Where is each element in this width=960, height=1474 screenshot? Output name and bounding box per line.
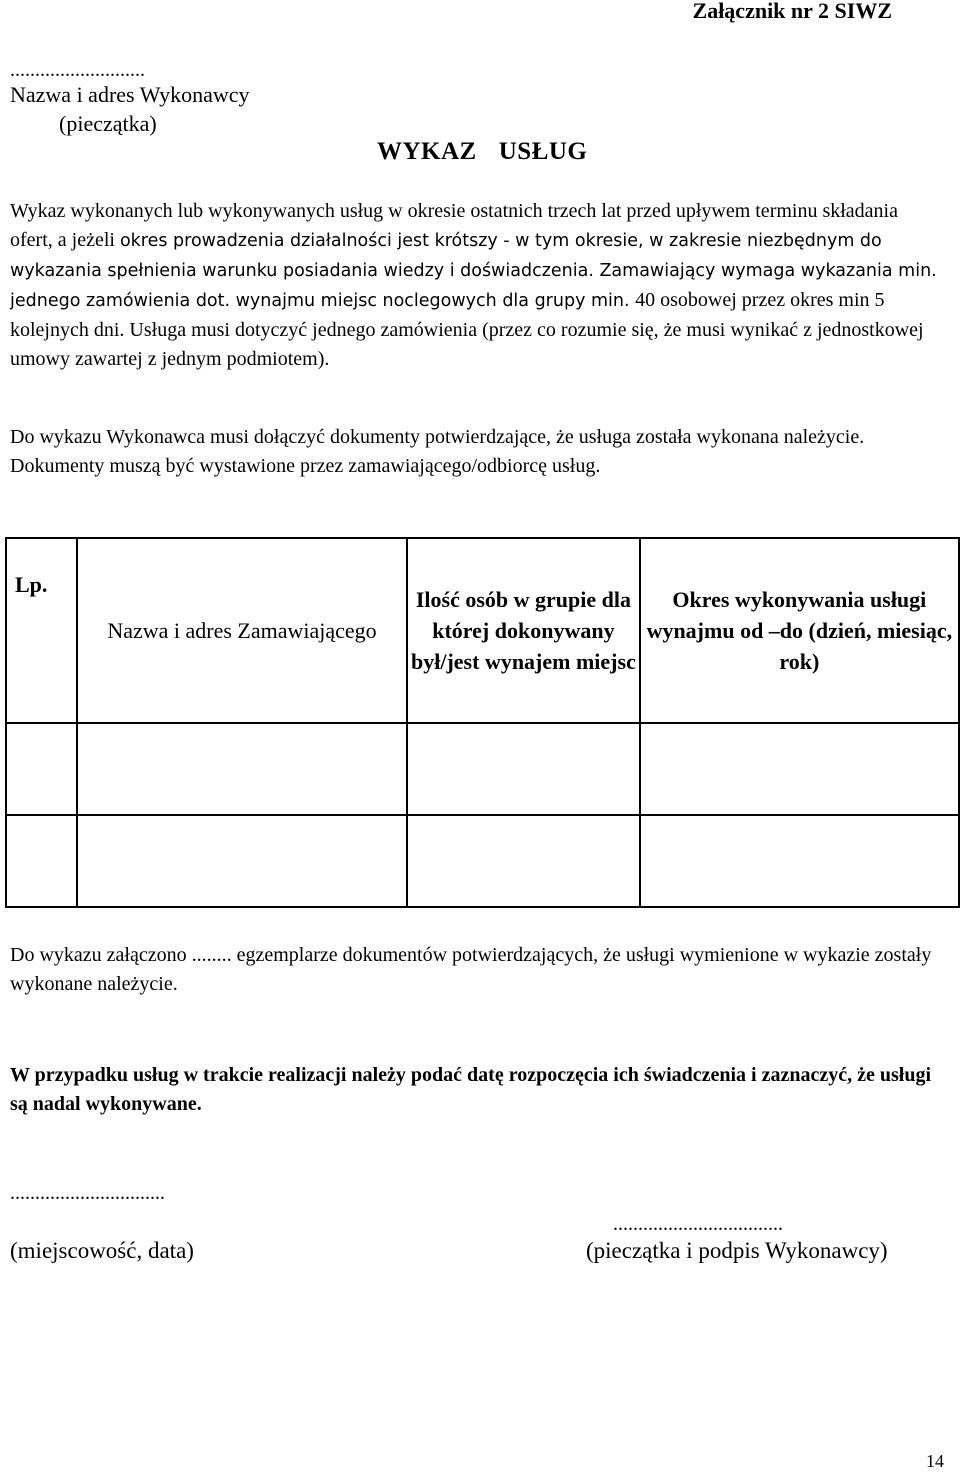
intro-paragraph — [10, 197, 945, 374]
title-word-2: USŁUG — [498, 138, 588, 165]
header-group-size: Ilość osób w grupie dla której dokonywany był/jest wynajem miejsc — [407, 538, 640, 723]
header-period: Okres wykonywania usługi wynajmu od –do (dzień, miesiąc, rok) — [640, 538, 959, 723]
page-title — [377, 138, 587, 166]
table-cell[interactable] — [6, 815, 77, 907]
contractor-dots: ........................... — [10, 59, 145, 81]
ongoing-services-note: W przypadku usług w trakcie realizacji należy podać datę rozpoczęcia ich świadczenia i zaznaczyć, że usługi są nadal wykonywane. — [10, 1064, 932, 1115]
intro-serif-text: Wykaz wykonanych lub wykonywanych usług w okresie ostatnich trzech lat przed upływem terminu składania ofert, a jeżeli — [10, 200, 898, 251]
stamp-label: (pieczątka) — [59, 111, 157, 136]
table-cell[interactable] — [407, 815, 640, 907]
signature-dots: .................................. — [613, 1213, 783, 1235]
intro-sans-text: okres prowadzenia działalności jest krótszy - w tym okresie, w zakresie niezbędnym do wykazania spełnienia warunku posiadania wiedzy i doświadczenia. Zamawiający wymaga wykazania min. jednego zamówienia dot. wynajmu miejsc noclegowych dla grupy min. — [10, 231, 937, 311]
services-table — [5, 537, 960, 908]
title-word-1: WYKAZ — [377, 138, 477, 165]
table-row — [6, 815, 959, 907]
attachments-paragraph: Do wykazu załączono ........ egzemplarze dokumentów potwierdzających, że usługi wymienione w wykazie zostały wykonane należycie. — [10, 944, 932, 995]
table-cell[interactable] — [407, 723, 640, 815]
header-lp: Lp. — [6, 538, 77, 723]
table-row — [6, 723, 959, 815]
table-cell[interactable] — [640, 815, 959, 907]
place-date-dots: ............................... — [10, 1182, 165, 1204]
table-header-row — [6, 538, 959, 723]
contractor-name-label: Nazwa i adres Wykonawcy — [10, 82, 250, 107]
attachment-label: Załącznik nr 2 SIWZ — [692, 0, 892, 23]
place-date-label: (miejscowość, data) — [10, 1238, 194, 1263]
intro-serif-text-2: 40 osobowej przez okres min 5 kolejnych dni. Usługa musi dotyczyć jednego zamówienia (przez co rozumie się, że musi wynikać z jednostkowej umowy zawartej z jednym podmiotem). — [10, 289, 924, 370]
header-client: Nazwa i adres Zamawiającego — [77, 538, 407, 723]
table-cell[interactable] — [77, 815, 407, 907]
table-cell[interactable] — [6, 723, 77, 815]
stamp-signature-label: (pieczątka i podpis Wykonawcy) — [586, 1238, 888, 1263]
table-cell[interactable] — [640, 723, 959, 815]
page-number: 14 — [926, 1451, 944, 1471]
documents-paragraph: Do wykazu Wykonawca musi dołączyć dokumenty potwierdzające, że usługa została wykonana należycie. Dokumenty muszą być wystawione przez zamawiającego/odbiorcę usług. — [10, 426, 865, 477]
table-cell[interactable] — [77, 723, 407, 815]
